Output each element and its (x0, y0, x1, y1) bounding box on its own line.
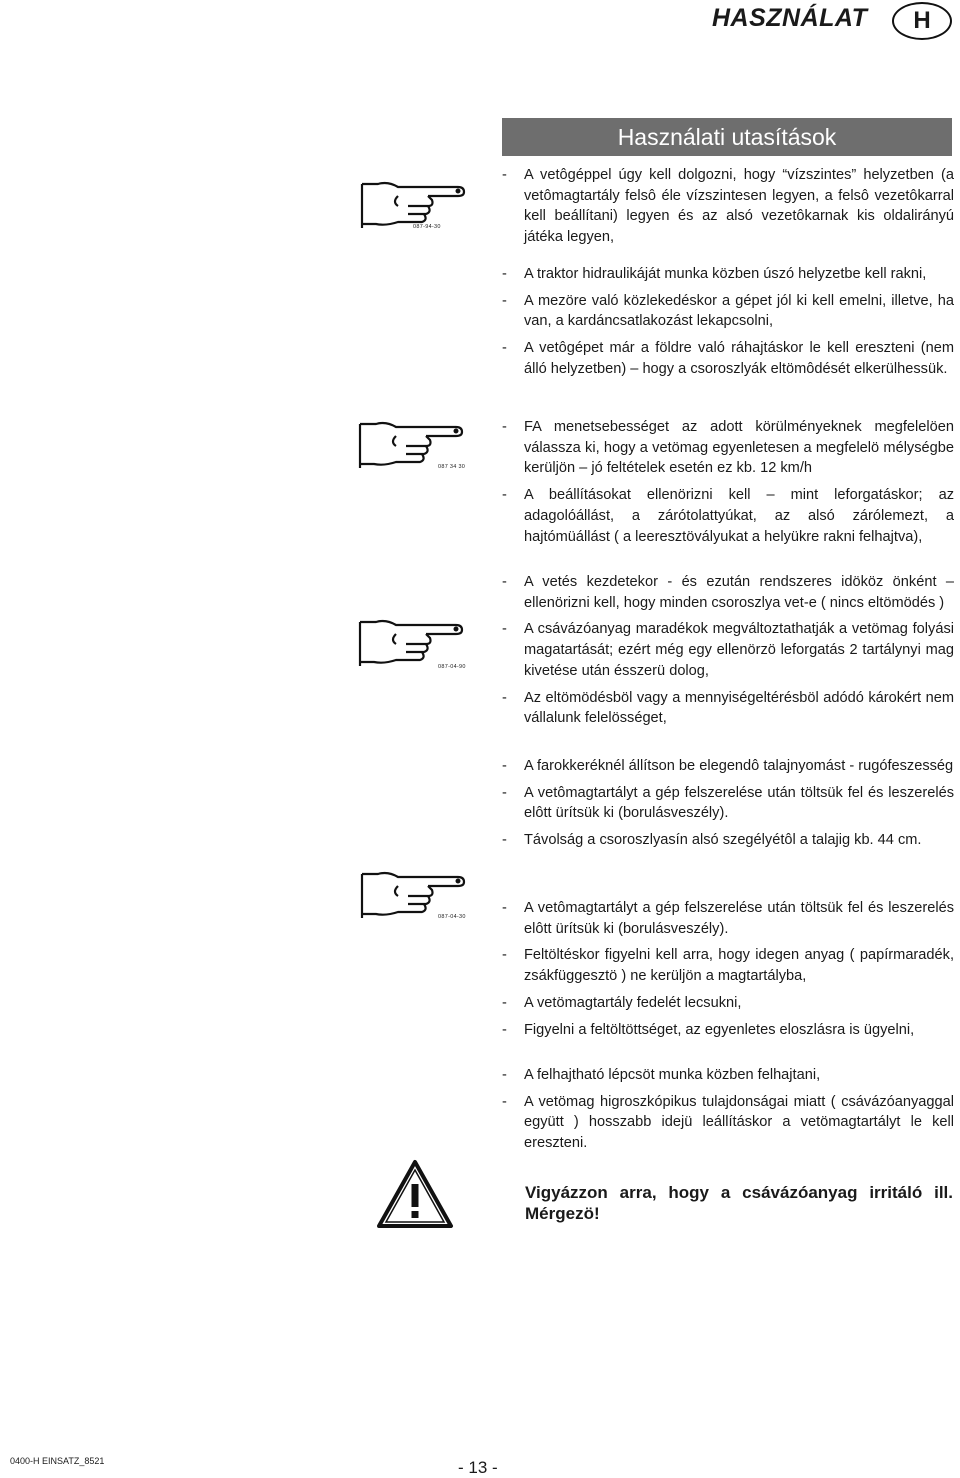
hand-icon-code: 087-04-30 (438, 914, 466, 920)
bullet-group-6 (502, 898, 954, 1046)
bullet-group-2 (502, 264, 954, 386)
list-item: - A vetôgépet már a földre való ráhajtáskor le kell ereszteni (nem álló helyzetben) – hogy a csoroszlyák eltömôdését elkerülhessük. (502, 338, 954, 379)
list-item: - A vetömagtartály fedelét lecsukni, (502, 993, 954, 1014)
list-item: - A beállításokat ellenörizni kell – mint leforgatáskor; az adagolóállást, a zárótolattyúkat, az alsó zárólemezt, a hajtómüállást ( a leeresztövályukat a helyükre rakni felhajtva), (502, 485, 954, 547)
list-item: - FA menetsebességet az adott körülményeknek megfelelöen válassza ki, hogy a vetömag egyenletesen a megfelelö mélységbe kerüljön – jó feltételek esetén ez kb. 12 km/h (502, 417, 954, 479)
footer-document-code: 0400-H EINSATZ_8521 (10, 1456, 105, 1466)
pointing-hand-icon (358, 178, 470, 234)
page-number: - 13 - (458, 1458, 498, 1477)
list-item: - A vetés kezdetekor - és ezután rendszeres idököz önként – ellenörizni kell, hogy minden csoroszlya vet-e ( nincs eltömödés ) (502, 572, 954, 613)
list-item: - A felhajtható lépcsöt munka közben felhajtani, (502, 1065, 954, 1086)
list-item: - Az eltömödésböl vagy a mennyiségeltérésböl adódó károkért nem vállalunk felelösséget, (502, 688, 954, 729)
header-title: HASZNÁLAT (712, 4, 868, 32)
pointing-hand-icon (358, 868, 470, 924)
list-item: - Figyelni a feltöltöttséget, az egyenletes eloszlásra is ügyelni, (502, 1020, 954, 1041)
hand-icon-code: 087-94-30 (413, 224, 441, 230)
list-item: - A mezöre való közlekedéskor a gépet jól ki kell emelni, illetve, ha van, a kardáncsatlakozást lekapcsolni, (502, 291, 954, 332)
bullet-group-4 (502, 572, 954, 735)
list-item: - A farokkeréknél állítson be elegendô talajnyomást - rugófeszesség (502, 756, 954, 777)
bullet-group-7 (502, 1065, 954, 1160)
section-title-bar: Használati utasítások (502, 118, 952, 156)
pointing-hand-icon (356, 616, 468, 672)
bullet-group-5 (502, 756, 954, 857)
warning-text: Vigyázzon arra, hogy a csávázóanyag irritáló ill. Mérgezö! (525, 1183, 953, 1223)
bullet-group-3 (502, 417, 954, 553)
header-badge: H (892, 2, 952, 40)
pointing-hand-icon (356, 418, 468, 474)
hand-icon-code: 087 34 30 (438, 464, 466, 470)
list-item: - A traktor hidraulikáját munka közben úszó helyzetbe kell rakni, (502, 264, 954, 285)
list-item: - Távolság a csoroszlyasín alsó szegélyétôl a talajig kb. 44 cm. (502, 830, 954, 851)
bullet-group-1 (502, 165, 954, 254)
warning-triangle-icon (375, 1158, 455, 1235)
list-item: - A vetôgéppel úgy kell dolgozni, hogy “vízszintes” helyzetben (a vetômagtartály felsô éle vízszintesen legyen, a felsô vezetôkarral kell beállítani) legyen és az alsó vezetôkarnak kis oldalirányú játéka legyen, (502, 165, 954, 248)
list-item: - A vetömag higroszkópikus tulajdonságai miatt ( csávázóanyaggal együtt ) hosszabb idejü leállításkor a vetömagtartályt le kell ereszteni. (502, 1092, 954, 1154)
list-item: - A vetômagtartályt a gép felszerelése után töltsük fel és leszerelés elôtt ürítsük ki (borulásveszély). (502, 783, 954, 824)
list-item: - A csávázóanyag maradékok megváltoztathatják a vetömag folyási magatartását; ezért még egy ellenörzö leforgatás 2 tartálynyi mag kivetése után ésszerü dolog, (502, 619, 954, 681)
list-item: - A vetômagtartályt a gép felszerelése után töltsük fel és leszerelés elôtt ürítsük ki (borulásveszély). (502, 898, 954, 939)
hand-icon-code: 087-04-90 (438, 664, 466, 670)
list-item: - Feltöltéskor figyelni kell arra, hogy idegen anyag ( papírmaradék, zsákfüggesztö ) ne kerüljön a magtartályba, (502, 945, 954, 986)
